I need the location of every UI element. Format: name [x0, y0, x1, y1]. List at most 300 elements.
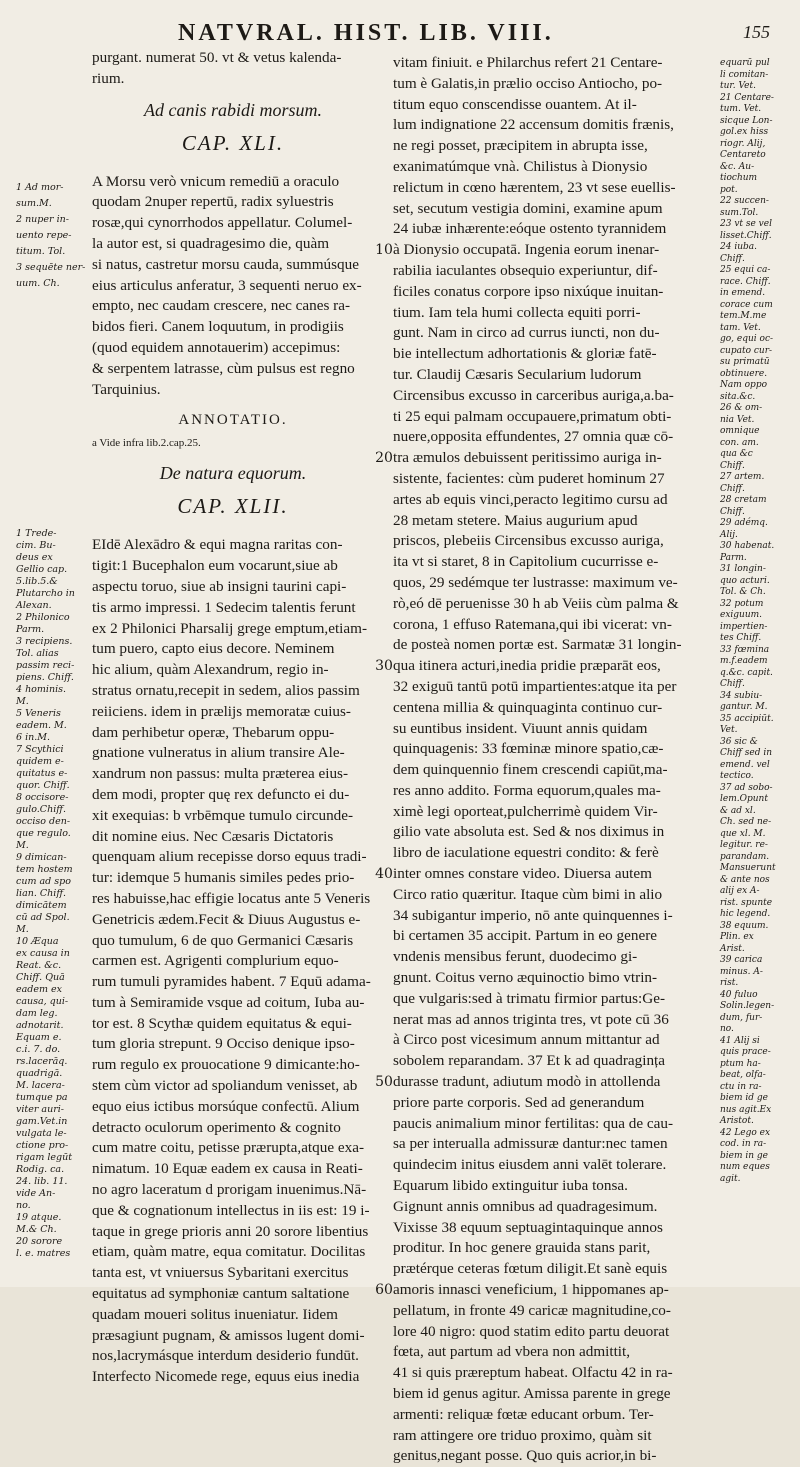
text-line: EIdē Alexādro & equi magna raritas con-	[92, 536, 343, 554]
margin-note-line: emend. vel	[720, 759, 770, 770]
margin-note-line: Nam oppo	[720, 380, 767, 390]
margin-note-line: Reat. &c.	[16, 960, 62, 971]
text-line: ita vt si staret, 8 in Capitolium cucurrisse e-	[393, 553, 659, 571]
margin-note-line: li comitan-	[720, 69, 769, 80]
text-line: lum indignatione 22 accensum domitis frænis,	[393, 116, 674, 134]
text-line: xit exequias: b vrbēmque tumulo circunde-	[92, 806, 354, 824]
text-line: ne regi posset, præcipitem in abrupta isse,	[393, 137, 648, 155]
margin-notes-right	[720, 58, 792, 1185]
margin-note-line: Plin. ex	[720, 932, 754, 942]
margin-note-line: tum. Vet.	[720, 104, 762, 114]
margin-note-line: ctu in ra-	[720, 1081, 762, 1092]
margin-note-line: 20 sorore	[16, 1236, 63, 1247]
text-line: Circensibus excusso in carceribus auriga,a.ba-	[393, 386, 674, 404]
text-line: corona, 1 effuso Ratemana,qui ibi vicerat: vn-	[393, 615, 672, 633]
text-line: Tarquinius.	[92, 380, 161, 398]
text-line: tum gloria strepunt. 9 Occiso denique ipso-	[92, 1035, 355, 1053]
text-line: titum equo conscendisse ouantem. At il-	[393, 95, 637, 113]
margin-note-line: cum ad spo	[16, 876, 71, 887]
text-line: ximè legi oporteat,pulcherrimè quidem Vir-	[393, 802, 658, 820]
text-line: 28 metam stetere. Maius augurium apud	[393, 511, 638, 529]
text-line: rum tumuli pyramides habent. 7 Equū adama-	[92, 973, 371, 991]
text-line: tum è Galatis,in prælio occiso Antiocho, po-	[393, 74, 663, 92]
margin-note-line: eadem ex	[16, 984, 62, 995]
margin-note-line: Alij.	[720, 529, 738, 540]
margin-note-line: 24. lib. 11.	[16, 1176, 68, 1187]
margin-note-line: M. lacera-	[16, 1080, 65, 1091]
text-line: genitus,negant posse. Quo quis acrior,in bi-	[393, 1447, 657, 1465]
margin-note-line: gol.ex hiss	[720, 127, 769, 137]
text-line: pellatum, in fronte 49 caricæ magnitudine,co-	[393, 1301, 671, 1319]
margin-note-line: minus. A-	[720, 966, 763, 977]
running-head: NATVRAL. HIST. LIB. VIII.	[178, 20, 554, 46]
margin-note-line: vide An-	[16, 1188, 56, 1199]
margin-note-line: tiochum	[720, 173, 758, 183]
margin-note-line: Aristot.	[720, 1116, 754, 1126]
margin-note-line: 31 longin-	[720, 564, 766, 574]
text-line: ti 25 equi palmam occupauere,primatum obti-	[393, 407, 672, 425]
margin-note-line: race. Chiff.	[720, 276, 771, 287]
text-line: A Morsu verò vnicum remediū a oraculo	[92, 172, 340, 190]
margin-note-line: sum.Tol.	[720, 207, 759, 218]
text-line: à Circo post vicesimum annum mittantur ad	[393, 1031, 660, 1049]
text-line: Genetricis ædem.Fecit & Diuus Augustus e-	[92, 910, 361, 928]
margin-note-line: tem hostem	[16, 864, 73, 875]
text-line: tra æmulos debuissent peritissimo auriga in-	[393, 449, 662, 467]
margin-note-line: l. e. matres	[16, 1248, 71, 1259]
text-line: que vulgaris:sed à trimatu firmior partus:Ge-	[393, 989, 666, 1007]
margin-note-line: cupato cur-	[720, 345, 773, 356]
text-line: dem quinquennio finem crescendi capiūt,ma-	[393, 761, 668, 779]
margin-note-line: parandam.	[720, 851, 770, 862]
text-line: relictum in cœno hærentem, 23 vt sese euellis-	[393, 178, 676, 196]
margin-note-line: 41 Alij si	[720, 1035, 760, 1046]
margin-note-line: 3 recipiens.	[16, 636, 73, 647]
margin-note-line: M.	[16, 840, 29, 851]
margin-note-line: Vet.	[720, 725, 738, 735]
margin-note-line: gantur. M.	[720, 702, 768, 712]
margin-note-line: su primatū	[720, 357, 770, 367]
line-number: 50	[375, 1074, 393, 1091]
margin-note-line: rist.	[720, 978, 739, 988]
margin-note-line: Ch. sed ne-	[720, 817, 772, 827]
margin-note-line: dimicātem	[16, 900, 67, 911]
text-line: tum puero, capto eius decore. Neminem	[92, 640, 335, 658]
margin-note-line: Chiff.	[720, 460, 745, 471]
text-line: que & cognationum intellectus in iis est: 19 i-	[92, 1201, 370, 1219]
margin-note-line: c.i. 7. do.	[16, 1044, 61, 1055]
margin-note-line: M.& Ch.	[16, 1224, 57, 1235]
line-number: 40	[375, 866, 393, 883]
margin-note-line: viter auri-	[16, 1104, 64, 1115]
annotatio-title: ANNOTATIO.	[178, 412, 288, 429]
text-line: vndenis mensibus ferunt, duodecimo gi-	[393, 948, 638, 966]
chapter-42-text	[92, 535, 374, 1388]
margin-note-line: 35 accipiūt.	[720, 713, 774, 724]
margin-note-line: Centareto	[720, 150, 766, 160]
text-line: sistente, facientes: cùm puderet hominum 27	[393, 469, 665, 487]
margin-note-line: 5 Veneris	[16, 708, 61, 719]
text-line: lore 40 nigro: quod statim edito partu deuorat	[393, 1322, 670, 1340]
section-heading-rabid-dog: Ad canis rabidi morsum.	[143, 99, 322, 120]
text-line: quadam moueri solitus inueniatur. Iidem	[92, 1305, 338, 1323]
opening-lines	[92, 48, 374, 90]
text-line: fœta, aut partum ad vbera non admittit,	[393, 1343, 631, 1361]
text-line: tis armo impressi. 1 Sedecim talentis ferunt	[92, 598, 356, 616]
margin-note-line: go, equi oc-	[720, 334, 774, 344]
text-line: stratus ornatu,recepit in sedem, alios passim	[92, 681, 360, 699]
text-line: nimatum. 10 Equæ eadem ex causa in Reati-	[92, 1160, 363, 1178]
margin-note-line: cod. in ra-	[720, 1139, 767, 1149]
text-line: cum matre coitu, petisse prærupta,atque exa-	[92, 1139, 365, 1157]
margin-note-line: 9 dimican-	[16, 852, 67, 863]
line-number: 20	[375, 450, 393, 467]
text-line: detracto oculorum operimento & cognito	[92, 1118, 341, 1136]
text-line: gnatione vulneratus in alium transire Ale-	[92, 744, 345, 762]
text-line: dit nomine eius. Nec Cæsaris Dictatoris	[92, 827, 334, 845]
margin-note-line: 34 subiu-	[720, 690, 763, 701]
text-line: la autor est, si quadragesimo die, quàm	[92, 234, 330, 252]
margin-note-line: eadem. M.	[16, 720, 67, 731]
text-line: empto, nec caudam crescere, nec canes ra-	[92, 297, 351, 315]
text-line: nos,lacrymásque interdum desiderio fundūt.	[92, 1347, 359, 1365]
margin-note-line: nia Vet.	[720, 414, 755, 425]
margin-note-line: no.	[16, 1200, 31, 1211]
margin-note-line: uum. Ch.	[16, 278, 60, 289]
text-line: 32 exiguū tantū potū impartientes:atque ita per	[393, 677, 677, 695]
margin-note-line: obtinuere.	[720, 368, 768, 379]
margin-note-line: tur. Vet.	[720, 81, 756, 91]
text-line: quo tumulum, 6 de quo Germanici Cæsaris	[92, 931, 354, 949]
margin-note-line: pot.	[720, 184, 738, 195]
margin-note-line: gam.Vet.in	[16, 1116, 68, 1127]
margin-note-line: biem id ge	[720, 1093, 768, 1103]
text-line: Circo ratio quæritur. Itaque cùm bimi in alio	[393, 885, 663, 903]
margin-note-line: exiguum.	[720, 610, 763, 620]
text-line: ex 2 Philonici Pharsalij grege emptum,etiam-	[92, 619, 367, 637]
margin-note-line: 28 cretam	[720, 495, 767, 505]
margin-note-line: &c. Au-	[720, 161, 755, 172]
margin-note-line: M.	[16, 696, 29, 707]
margin-note-line: in emend.	[720, 288, 766, 298]
text-line: bidos fieri. Canem loquutum, in prodigiis	[92, 318, 344, 336]
margin-note-line: lian. Chiff.	[16, 888, 67, 899]
margin-note-line: riogr. Alij,	[720, 138, 766, 149]
margin-note-line: 21 Centare-	[720, 92, 774, 103]
text-line: durasse tradunt, adiutum modò in attollenda	[393, 1073, 661, 1091]
text-line: quodam 2nuper repertū, radix syluestris	[92, 193, 334, 211]
text-line: xandrum non passus: multa præterea eius-	[92, 765, 349, 783]
text-line: equo eius ictibus morsúque confectū. Alium	[92, 1097, 360, 1115]
margin-note-line: & ante nos	[720, 874, 770, 885]
margin-note-line: adnotarit.	[16, 1020, 64, 1031]
text-line: paucis animalium minor fertilitas: qua de cau-	[393, 1114, 674, 1132]
text-line: stem cùm victor ad spoliandum venisset, ab	[92, 1077, 358, 1095]
margin-note-line: 19 atque.	[16, 1212, 62, 1223]
margin-note-line: Parm.	[16, 624, 45, 635]
chapter-41-text	[92, 172, 374, 401]
margin-note-line: 3 sequēte ner-	[16, 262, 86, 273]
margin-note-line: cū ad Spol.	[16, 912, 70, 923]
text-line: rabilia iaculantes obsequio experiuntur, dif-	[393, 261, 658, 279]
margin-note-line: 5.lib.5.&	[16, 576, 58, 587]
text-line: inter omnes constare video. Diuersa autem	[393, 865, 652, 883]
margin-note-line: Arist.	[720, 943, 745, 954]
margin-note-line: Chiff.	[720, 253, 745, 264]
text-line: priscos, plebeiis Circensibus excusso auriga,	[393, 532, 664, 550]
margin-note-line: 10 Æqua	[16, 936, 59, 947]
text-line: nuere,opposita effundentes, 27 omnia quæ cō-	[393, 428, 674, 446]
text-line: tium. Iam tela humi collecta equiti porri-	[393, 303, 641, 321]
margin-note-line: 8 occisore-	[16, 792, 69, 803]
text-line: priore parte corporis. Sed ad generandum	[393, 1093, 645, 1111]
margin-note-line: quo acturi.	[720, 575, 770, 586]
text-line: à Dionysio occupatā. Ingenia eorum inenar-	[393, 241, 660, 259]
text-line: & serpentem latrasse, cùm pulsus est regno	[92, 359, 355, 377]
text-line: ficiles conatus corpore ipso nixúque inuitan-	[393, 282, 664, 300]
margin-note-line: Equam e.	[16, 1032, 62, 1043]
text-line: su euntibus insident. Viuunt annis quidam	[393, 719, 648, 737]
margin-note-line: que xl. M.	[720, 828, 766, 839]
margin-note-line: omnique	[720, 426, 760, 436]
text-line: bie intellectum adhortationis & gloriæ fatē-	[393, 345, 657, 363]
text-line: sobolem reparandam. 37 Et k ad quadragința	[393, 1052, 666, 1070]
margin-note-line: ex causa in	[16, 948, 70, 959]
text-line: rium.	[92, 69, 125, 87]
margin-note-line: uento repe-	[16, 230, 72, 241]
annotatio-note: a Vide infra lib.2.cap.25.	[92, 437, 201, 450]
margin-note-line: 27 artem.	[720, 472, 765, 482]
text-line: nerat mas ad annos triginta tres, vt pote cū 36	[393, 1010, 669, 1028]
margin-note-line: Alexan.	[16, 600, 52, 611]
margin-note-line: cim. Bu-	[16, 540, 56, 551]
text-line: Equarum libido extinguitur iuba tonsa.	[393, 1177, 628, 1195]
margin-note-line: 25 equi ca-	[720, 265, 771, 275]
section-heading-horses: De natura equorum.	[159, 463, 307, 484]
margin-note-line: vulgata le-	[16, 1128, 67, 1139]
margin-note-line: dam leg.	[16, 1008, 58, 1019]
margin-note-line: 33 fœmina	[720, 644, 770, 655]
text-line: gilio vate absoluta est. Sed & nos diximus in	[393, 823, 665, 841]
margin-note-line: hic legend.	[720, 909, 771, 919]
margin-note-line: 23 vt se vel	[720, 219, 772, 229]
text-line: (quod equidem annotauerim) accepimus:	[92, 338, 341, 356]
margin-note-line: 30 habenat.	[720, 541, 775, 551]
margin-notes-left-top	[16, 182, 86, 294]
margin-note-line: 29 adémq.	[720, 518, 768, 528]
margin-note-line: 4 hominis.	[16, 684, 67, 695]
text-line: quinquagenis: 33 fœminæ minore spatio,cæ-	[393, 740, 664, 758]
text-line: hic alium, quàm Alexandrum, regio in-	[92, 661, 329, 679]
margin-note-line: Plutarcho in	[16, 588, 75, 599]
chapter-title-41: CAP. XLI.	[181, 130, 285, 155]
margin-note-line: tectico.	[720, 771, 754, 781]
margin-note-line: Gellio cap.	[16, 564, 68, 575]
margin-note-line: lem.Opunt	[720, 794, 768, 804]
text-line: armenti: reliquæ fœtæ educant orbum. Ter-	[393, 1405, 654, 1423]
margin-note-line: ptum ha-	[720, 1058, 761, 1069]
margin-note-line: 36 sic &	[720, 736, 758, 747]
margin-note-line: titum. Tol.	[16, 246, 66, 257]
margin-note-line: Mansuerunt	[720, 863, 776, 873]
margin-note-line: 22 succen-	[720, 196, 769, 206]
margin-note-line: Rodig. ca.	[16, 1164, 65, 1175]
text-line: tigit:1 Bucephalon eum vocarunt,siue ab	[92, 557, 338, 575]
margin-note-line: passim reci-	[16, 660, 75, 671]
text-line: præsagiunt pugnam, & amissos lugent domi-	[92, 1326, 365, 1344]
text-line: aspectu toruo, siue ab insigni taurini capi-	[92, 577, 347, 595]
text-line: no agro laceratum d prorigam inuenimus.Nā-	[92, 1181, 367, 1199]
margin-note-line: sicque Lon-	[720, 115, 773, 126]
page-number: 155	[743, 22, 770, 42]
text-line: res habuisse,hac effigie locatus ante 5 Veneris	[92, 889, 371, 907]
margin-note-line: quor. Chiff.	[16, 780, 70, 791]
text-line: 41 si quis præreptum habeat. Olfactu 42 in ra-	[393, 1364, 673, 1382]
margin-note-line: 6 in.M.	[16, 732, 50, 743]
text-line: ram attingere ore triduo proximo, quàm sit	[393, 1426, 652, 1444]
text-line: tum à Semiramide vsque ad coitum, Iuba au-	[92, 993, 365, 1011]
margin-note-line: tumque pa	[16, 1092, 68, 1103]
text-line: centena millia & quinquaginta continuo cur-	[393, 698, 663, 716]
text-line: tor est. 8 Scythæ quidem equitatus & equi-	[92, 1014, 352, 1032]
margin-note-line: m.f.eadem	[720, 656, 768, 666]
text-line: prætérque ceteras fœtum diligit.Et sanè equis	[393, 1260, 668, 1278]
margin-note-line: nus agit.Ex	[720, 1104, 772, 1115]
text-line: bi certamen 35 accipit. Partum in eo genere	[393, 927, 657, 945]
margin-note-line: beat, olfa-	[720, 1070, 766, 1080]
text-line: equitatus ad symphoniæ cantum saltatione	[92, 1285, 350, 1303]
text-line: gnunt. Coitus verno æquinoctio bimo vtrin-	[393, 969, 658, 987]
margin-note-line: Chiff sed in	[720, 748, 773, 758]
margin-note-line: ctione pro-	[16, 1140, 69, 1151]
text-line: Interfecto Nicomede rege, equus eius inedia	[92, 1368, 360, 1386]
margin-note-line: rs.lacerāq.	[16, 1056, 68, 1067]
text-line: carmen est. Agrigenti complurium equo-	[92, 952, 339, 970]
margin-note-line: 24 iuba.	[720, 242, 757, 252]
margin-note-line: gulo.Chiff.	[16, 804, 66, 815]
margin-note-line: sum.M.	[16, 198, 52, 209]
margin-note-line: tes Chiff.	[720, 633, 762, 643]
margin-note-line: & ad xl.	[720, 805, 756, 816]
text-line: 34 subigantur imperio, nō ante quinquennes i-	[393, 906, 673, 924]
margin-note-line: causa, qui-	[16, 996, 69, 1007]
margin-note-line: no.	[720, 1024, 734, 1034]
text-line: artes ab equis vinci,peracto legitimo cursu ad	[393, 490, 668, 508]
margin-note-line: Parm.	[720, 552, 747, 563]
text-line: si natus, castretur morsu cauda, summúsque	[92, 255, 359, 273]
text-line: gunt. Nam in circo ad currus iuncti, non du-	[393, 324, 660, 342]
text-line: taque in grege prioris anni 20 sorore libentius	[92, 1222, 369, 1240]
text-line: Vixisse 38 equum septuagintaquinque annos	[393, 1218, 663, 1236]
text-line: rosæ,qui cynorrhodos appellatur. Columel-	[92, 214, 353, 232]
margin-note-line: 42 Lego ex	[720, 1127, 771, 1138]
text-line: tur: idemque 5 humanis similes pedes prio-	[92, 869, 355, 887]
margin-note-line: quis prace-	[720, 1047, 771, 1057]
text-line: etiam, quàm matre, equa comitatur. Docilitas	[92, 1243, 366, 1261]
text-line: 24 iubæ inhærente:eóque ostento tyrannidem	[393, 220, 667, 238]
text-line: proditur. In hoc genere grauida stans parit,	[393, 1239, 651, 1257]
margin-note-line: 1 Ad mor-	[16, 182, 64, 193]
text-line: sa per interualla admissuræ dantur:nec tamen	[393, 1135, 668, 1153]
margin-note-line: con. am.	[720, 437, 759, 448]
margin-note-line: lisset.Chiff.	[720, 230, 772, 241]
text-line: biem id genus agitur. Amissa parente in grege	[393, 1385, 671, 1402]
text-line: quos, 29 sedémque ter lustrasse: maximum ve-	[393, 573, 678, 591]
text-line: tur. Claudij Cæsaris Secularium ludorum	[393, 365, 642, 383]
margin-note-line: M.	[16, 924, 29, 935]
text-line: rum regulo ex prouocatione 9 dimicante:ho-	[92, 1056, 360, 1074]
margin-note-line: q.&c. capit.	[720, 667, 773, 678]
margin-note-line: 1 Trede-	[16, 528, 57, 539]
margin-note-line: Tol. alias	[16, 648, 59, 659]
margin-note-line: 26 & om-	[720, 403, 763, 413]
margin-note-line: biem in ge	[720, 1150, 768, 1161]
margin-note-line: 40 fuluo	[720, 989, 758, 1000]
margin-note-line: 7 Scythici	[16, 744, 64, 755]
margin-note-line: tem.M.me	[720, 311, 767, 321]
margin-note-line: agit.	[720, 1173, 741, 1184]
margin-note-line: Chiff. Quā	[16, 972, 65, 983]
margin-note-line: quidem e-	[16, 756, 64, 767]
text-line: dam perhibetur operæ, Thebarum oppu-	[92, 723, 335, 741]
text-line: dem modi, propter quę rex defuncto ei du-	[92, 785, 350, 803]
margin-note-line: rist. spunte	[720, 897, 773, 908]
margin-note-line: dum, fur-	[720, 1012, 763, 1023]
text-line: set, secutum vestigia domini, examine apum	[393, 199, 663, 217]
text-line: rò,eó dē peruenisse 30 h ab Veiis cùm palma &	[393, 594, 679, 612]
margin-note-line: 37 ad sobo-	[720, 782, 773, 793]
margin-note-line: qua &c	[720, 449, 753, 459]
text-line: purgant. numerat 50. vt & vetus kalenda-	[92, 49, 342, 66]
margin-note-line: 32 potum	[720, 598, 764, 609]
margin-note-line: 2 nuper in-	[16, 214, 69, 225]
line-number: 10	[375, 242, 393, 259]
left-column	[92, 48, 374, 1388]
margin-note-line: sita.&c.	[720, 391, 756, 402]
text-line: vitam finiuit. e Philarchus refert 21 Centare-	[393, 54, 663, 71]
text-line: eius articulus anferatur, 3 sequenti neruo ex-	[92, 276, 362, 294]
margin-note-line: que regulo.	[16, 828, 71, 839]
text-line: quenquam alium recepisse dorso equus tradi-	[92, 848, 367, 866]
margin-note-line: occiso den-	[16, 816, 71, 827]
margin-note-line: rigam legūt	[16, 1152, 73, 1163]
text-line: reiiciens. idem in prælijs memoratæ cuius-	[92, 702, 351, 720]
margin-note-line: piens. Chiff.	[16, 672, 74, 683]
line-number: 30	[375, 658, 393, 675]
margin-note-line: quitatus e-	[16, 768, 68, 779]
text-line: de posteà nomen portæ est. Sarmatæ 31 longin-	[393, 636, 682, 654]
margin-note-line: 39 carica	[720, 955, 763, 965]
margin-note-line: Chiff.	[720, 506, 745, 517]
text-line: qua itinera acturi,inedia pridie præparāt eos,	[393, 657, 661, 675]
margin-note-line: num eques	[720, 1162, 770, 1172]
margin-note-line: impertien-	[720, 621, 768, 632]
chapter-title-42: CAP. XLII.	[177, 494, 289, 519]
margin-notes-left-lower	[16, 528, 86, 1260]
text-line: quindecim initus eiusdem anni valēt tolerare.	[393, 1156, 667, 1174]
margin-note-line: Solin.legen-	[720, 1001, 775, 1011]
margin-note-line: deus ex	[16, 552, 53, 563]
text-line: tanta est, vt vniuersus Sybaritani exercitus	[92, 1264, 349, 1282]
margin-note-line: legitur. re-	[720, 840, 768, 850]
line-number: 60	[375, 1282, 393, 1299]
right-column	[393, 53, 715, 1467]
text-line: Gignunt annis omnibus ad quadragesimum.	[393, 1197, 658, 1215]
margin-note-line: Tol. & Ch.	[720, 587, 766, 597]
text-line: libro de iaculatione equestri condito: & ferè	[393, 844, 659, 862]
text-line: exanimatúmque vnà. Chilistus à Dionysio	[393, 157, 648, 175]
margin-note-line: 38 equum.	[720, 920, 769, 931]
